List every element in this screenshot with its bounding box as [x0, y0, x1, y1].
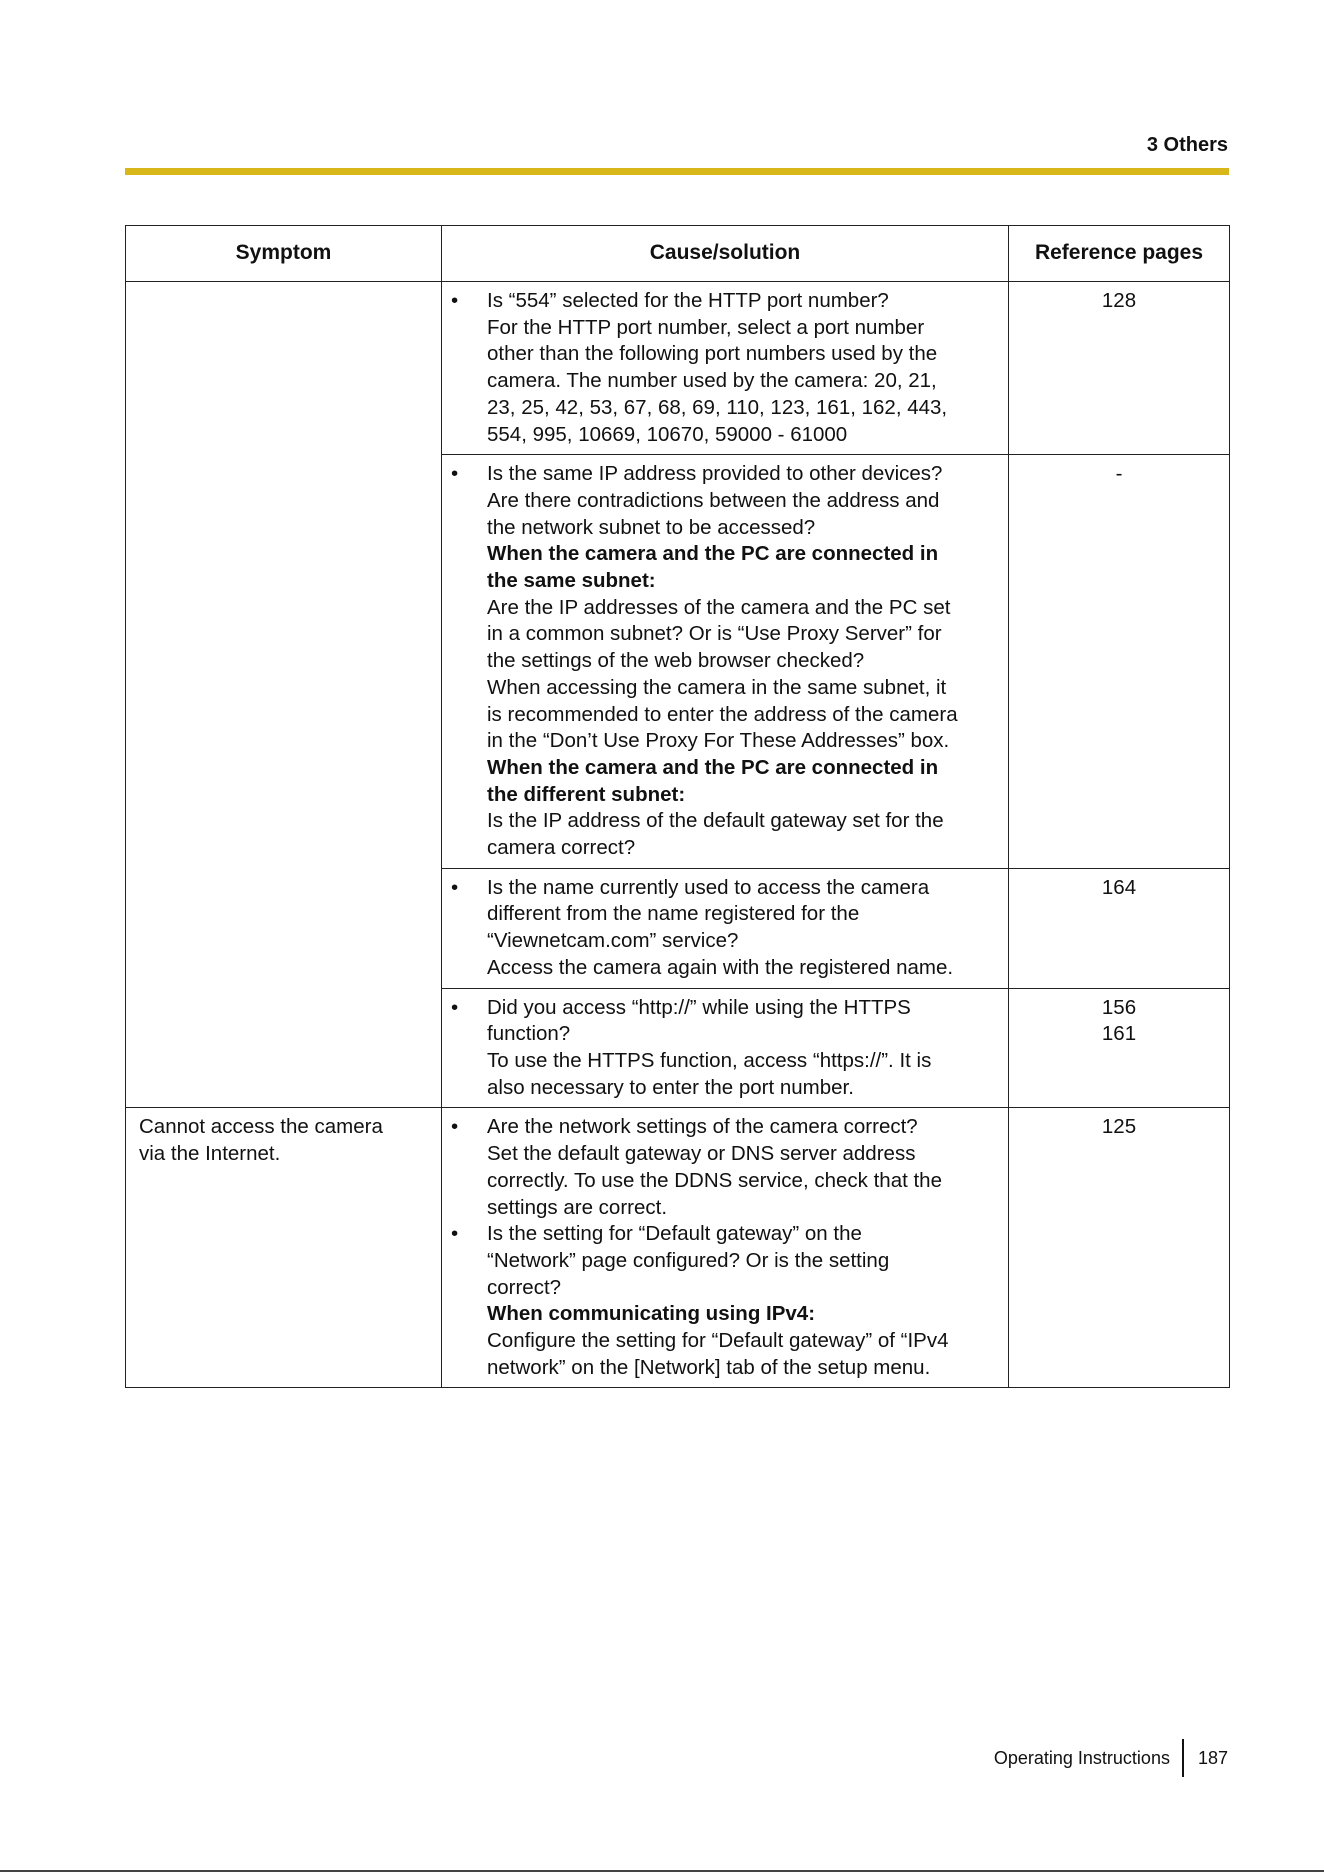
footer-divider [1182, 1739, 1184, 1777]
bullet-icon: • [451, 875, 459, 899]
cause-text-line: is recommended to enter the address of the camera [487, 702, 958, 726]
column-header-cause-solution: Cause/solution [442, 226, 1009, 282]
reference-page-number: - [1115, 462, 1123, 486]
cause-text-line: Is the setting for “Default gateway” on the [487, 1222, 862, 1246]
cause-text-line: 23, 25, 42, 53, 67, 68, 69, 110, 123, 161, 162, 443, [487, 395, 948, 419]
cause-text-line: the network subnet to be accessed? [487, 515, 816, 539]
cause-subheading: When communicating using IPv4: [487, 1302, 816, 1326]
cause-solution-cell [442, 988, 1009, 1108]
reference-page-number: 128 [1101, 289, 1137, 312]
table-row [126, 282, 1230, 455]
cause-text-line: Did you access “http://” while using the HTTPS [487, 995, 911, 1019]
symptom-cell [126, 1108, 442, 1388]
page-footer [994, 1740, 1228, 1776]
cause-text-line: Is the same IP address provided to other devices? [487, 462, 943, 486]
cause-text-line: camera. The number used by the camera: 20, 21, [487, 369, 937, 393]
cause-text-line: Are there contradictions between the address and [487, 488, 940, 512]
reference-pages-cell [1009, 455, 1230, 869]
reference-page-number: 161 [1101, 1022, 1137, 1046]
cause-item [451, 288, 998, 448]
cause-text-line: the settings of the web browser checked? [487, 649, 865, 673]
cause-item-text [487, 875, 998, 982]
cause-text-line: “Network” page configured? Or is the setting [487, 1248, 890, 1272]
reference-pages-cell [1009, 282, 1230, 455]
cause-item-text [487, 288, 998, 448]
troubleshooting-table [125, 225, 1230, 1388]
cause-solution-cell [442, 282, 1009, 455]
bullet-icon: • [451, 1115, 459, 1139]
cause-subheading: When the camera and the PC are connected in [487, 755, 939, 779]
reference-pages-cell [1009, 868, 1230, 988]
cause-item [451, 995, 998, 1102]
bullet-icon: • [451, 462, 459, 486]
column-header-symptom: Symptom [126, 226, 442, 282]
cause-item-text [487, 1114, 998, 1221]
cause-text-line: Is the name currently used to access the camera [487, 875, 930, 899]
symptom-text: Cannot access the camera [139, 1115, 383, 1139]
cause-text-line: function? [487, 1022, 571, 1046]
column-header-reference-pages: Reference pages [1009, 226, 1230, 282]
cause-text-line: Set the default gateway or DNS server address [487, 1142, 916, 1166]
header-rule [125, 168, 1229, 175]
cause-text-line: correct? [487, 1275, 562, 1299]
reference-pages-cell [1009, 1108, 1230, 1388]
cause-item [451, 1221, 998, 1381]
cause-text-line: When accessing the camera in the same subnet, it [487, 675, 947, 699]
cause-subheading: the different subnet: [487, 782, 686, 806]
cause-text-line: To use the HTTPS function, access “https://”. It is [487, 1048, 932, 1072]
reference-page-number: 156 [1101, 995, 1137, 1019]
cause-text-line: 554, 995, 10669, 10670, 59000 - 61000 [487, 422, 848, 446]
cause-text-line: Is “554” selected for the HTTP port number? [487, 289, 889, 312]
cause-item-text [487, 461, 998, 862]
cause-item [451, 1114, 998, 1221]
cause-text-line: “Viewnetcam.com” service? [487, 929, 739, 953]
reference-pages-cell [1009, 988, 1230, 1108]
table-header-row [126, 226, 1230, 282]
footer-doc-title: Operating Instructions [993, 1747, 1170, 1768]
cause-text-line: camera correct? [487, 836, 636, 860]
cause-text-line: other than the following port numbers used by the [487, 342, 938, 366]
table-row [126, 1108, 1230, 1388]
cause-item-text [487, 1221, 998, 1381]
cause-text-line: Are the IP addresses of the camera and the PC set [487, 595, 951, 619]
cause-subheading: the same subnet: [487, 569, 656, 593]
cause-item [451, 461, 998, 862]
bullet-icon: • [451, 1222, 459, 1246]
cause-solution-cell [442, 455, 1009, 869]
reference-page-number: 125 [1101, 1115, 1137, 1139]
cause-text-line: in a common subnet? Or is “Use Proxy Server” for [487, 622, 942, 646]
cause-text-line: Are the network settings of the camera correct? [487, 1115, 918, 1139]
cause-text-line: correctly. To use the DDNS service, check that the [487, 1168, 942, 1192]
symptom-text: via the Internet. [139, 1142, 281, 1166]
cause-text-line: also necessary to enter the port number. [487, 1075, 854, 1099]
cause-text-line: Configure the setting for “Default gateway” of “IPv4 [487, 1329, 949, 1353]
cause-text-line: network” on the [Network] tab of the setup menu. [487, 1355, 931, 1379]
cause-item-text [487, 995, 998, 1102]
cause-solution-cell [442, 1108, 1009, 1388]
table-body [126, 282, 1230, 1388]
reference-page-number: 164 [1101, 875, 1137, 899]
cause-text-line: For the HTTP port number, select a port number [487, 315, 925, 339]
cause-text-line: in the “Don’t Use Proxy For These Addresses” box. [487, 729, 950, 753]
bullet-icon: • [451, 289, 459, 312]
cause-text-line: Is the IP address of the default gateway set for the [487, 809, 944, 833]
section-header: 3 Others [1146, 134, 1228, 156]
bullet-icon: • [451, 995, 459, 1019]
cause-text-line: settings are correct. [487, 1195, 668, 1219]
symptom-cell [126, 282, 442, 1108]
cause-solution-cell [442, 868, 1009, 988]
cause-item [451, 875, 998, 982]
page-number: 187 [1197, 1747, 1228, 1768]
cause-text-line: Access the camera again with the registered name. [487, 955, 954, 979]
cause-text-line: different from the name registered for the [487, 902, 860, 926]
cause-subheading: When the camera and the PC are connected in [487, 542, 939, 566]
